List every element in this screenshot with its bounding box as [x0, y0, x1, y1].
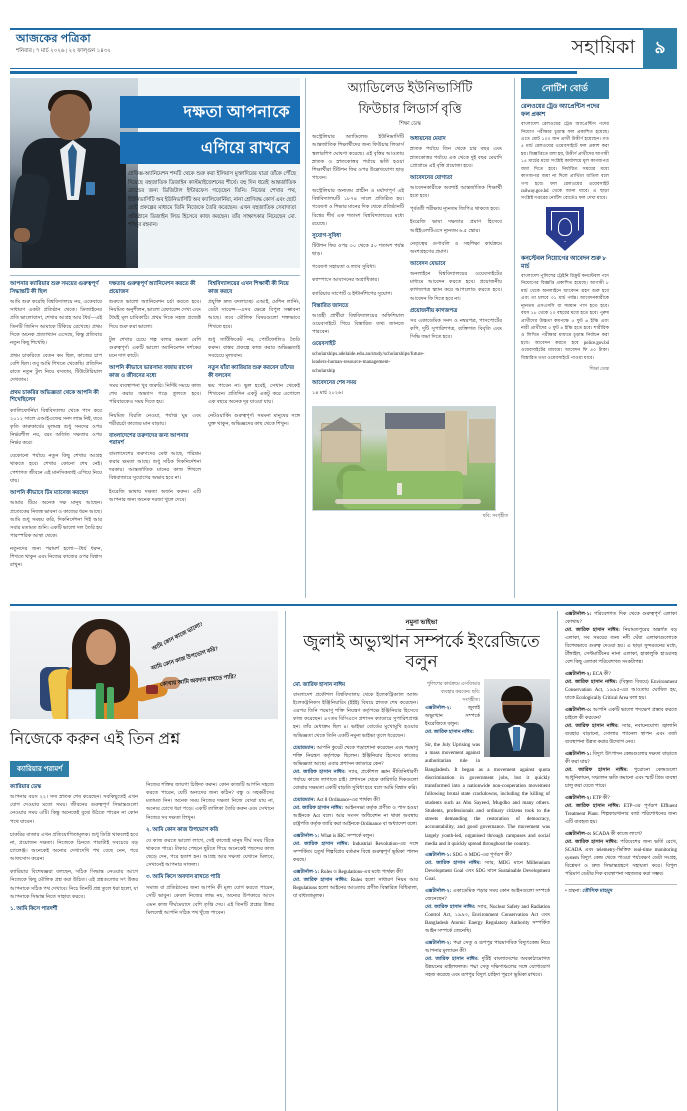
qa-question: Act 8 Ordinance-এর পার্থক্য কী? — [316, 797, 381, 803]
body-paragraph: যেকোনো পর্যায়ে নতুন কিছু শেখার আগ্রহ থাকতে হবে। শেখার কোনো শেষ নেই। পেশাগত জীবনে এই মানসিকতাই এগিয়ে নিয়ে যায়। — [10, 453, 102, 484]
photo-credit: ছবি: সংগৃহীত — [482, 514, 508, 520]
qa-answer: ETP-এর পূর্ণরূপ Effluent Treatment Plant. শিল্পকারখানার বর্জ্য পরিশোধনের জন্য এটি ব্যবহৃত হয়। — [565, 804, 678, 825]
notice-board — [515, 78, 609, 598]
qa-question-label: এক্সটার্নাল-১: — [425, 853, 452, 859]
subhead: নতুন যাঁরা ক্যারিয়ার শুরু করবেন তাঁদের কী বলবেন — [208, 365, 295, 379]
qa-answer-label: মো. জারিফ হাসান নাঈম: — [565, 804, 621, 809]
body-paragraph: ভয় পাবেন না। ভুল হবেই, সেখান থেকেই শিখবেন। প্রতিদিন একটু একটু করে এগোলে এক বছরে অনেক দূর যাওয়া যায়। — [208, 383, 300, 406]
body-paragraph: নিজের শক্তির জায়গা চিহ্নিত করুন। কোন কাজটি আপনি সহজে করতে পারেন, যেটি অন্যদের জন্য কঠিন? বন্ধু ও সহকর্মীদের মতামত নিন। অনেক সময় নিজের দক্ষতা নিজে বোঝা যায় না, অন্যের চোখে ধরা পড়ে। একটি তালিকা তৈরি করুন এবং সেখানে নিজের সব দক্ষতা লিখুন। — [146, 782, 274, 821]
qa-question: What is IRC সম্পর্কে বলুন। — [320, 833, 375, 839]
qa-question: পদ্মা সেতু ও রূপপুর পারমাণবিক বিদ্যুৎকেন্দ্র নিয়ে আপনার মূল্যায়ন কী? — [425, 941, 550, 955]
qa-answer-label: মো. জারিফ হাসান নাঈম: — [293, 805, 344, 811]
police-emblem-icon — [546, 207, 584, 251]
qa-question-label: এক্সটার্নাল-২: — [565, 672, 592, 677]
candidate-portrait — [484, 679, 550, 757]
website-url[interactable]: scholarships.adelaide.edu.au/study/scholarships/future-leaders-human-resource-management-scholarship — [312, 351, 425, 374]
candidate-photo-caption: পুলিশের কার্যক্রমে এসবিআর ব্যবহার করবেন। ছবি: সংগৃহীত। — [426, 681, 480, 703]
qa-answer: (বিস্তৃত বিষয়ে) Environment Conservation Act, ১৯৯৫-এর আওতায় ঘোষিত হয়, যাকে Ecologically Critical Area বলা হয়। — [565, 680, 678, 701]
subhead: বাংলাদেশের তরুণদের জন্য আপনার পরামর্শ — [109, 432, 189, 447]
qa-answer: স্যার, নবায়নযোগ্য জ্বালানি ব্যবহার বাড়ানো, সোলার প্যানেল স্থাপন এবং বর্জ্য ব্যবস্থাপনা উন্নত করার উদ্যোগ নেব। — [565, 724, 678, 745]
qa-item — [293, 745, 418, 793]
scholarship-col-b — [410, 133, 502, 402]
body-column-1 — [10, 281, 102, 575]
notice-body-2: বাংলাদেশ পুলিশের ট্রেইনি রিক্রুট কনস্টেবল পদে নিয়োগের বিজ্ঞপ্তি প্রকাশিত হয়েছে। আগামী ৮ মার্চ থেকে অনলাইনে আবেদন গ্রহণ শুরু হবে এবং তা চলবে ৩১ মার্চ পর্যন্ত। আবেদনকারীকে ন্যূনতম এসএসসি বা সমমান পাস হতে হবে। বয়স ১৮ থেকে ২০ বছরের মধ্যে হতে হবে। পুরুষ প্রার্থীদের উচ্চতা কমপক্ষে ৫ ফুট ৬ ইঞ্চি এবং নারী প্রার্থীদের ৫ ফুট ৪ ইঞ্চি হতে হবে। শারীরিক ও লিখিত পরীক্ষার মাধ্যমে চূড়ান্ত নির্বাচন করা হবে। আবেদন করতে হবে police.gov.bd ওয়েবসাইটের মাধ্যমে। আবেদন ফি ৪০ টাকা। বিস্তারিত তথ্য ওয়েবসাইটে পাওয়া যাবে। — [521, 274, 609, 361]
qa-question: বিদ্যুৎ উৎপাদন কেন্দ্রগুলোর দক্ষতা বাড়াতে কী করা যায়? — [565, 752, 677, 765]
qa-answer: Industrial Revolution-এর সঙ্গে সম্পর্কিত। চতুর্থ শিল্পবিপ্লব বর্তমান বিশ্বে গুরুত্বপূর্ণ ভূমিকা পালন করছে। — [293, 841, 419, 863]
body-paragraph: নিয়মিত বিরতি নেওয়া, পর্যাপ্ত ঘুম এবং শরীরচর্চা কাজের মান বাড়ায়। — [109, 412, 201, 427]
body-paragraph: ক্যারিয়ার বিশেষজ্ঞরা বলছেন, সঠিক সিদ্ধান্ত নেওয়ার আগে নিজেকে কিছু মৌলিক প্রশ্ন করা উচিত। এই প্রশ্নগুলোর সৎ উত্তর আপনাকে সঠিক পথ দেখাবে। নিচে তিনটি প্রশ্ন তুলে ধরা হলো, যা আপনাকে সিদ্ধান্ত নিতে সাহায্য করবে। — [10, 869, 138, 900]
qa-answer: স্যার, Nuclear Safety and Radiation Control Act, ১৯৯৩, Environment Conservation Act এবং Bangladesh Atomic Energy Regulatory Authority সম্পর্কিত আইন সম্পর্কে জেনেছি। — [425, 905, 551, 935]
newspaper-page — [0, 28, 687, 1108]
masthead-spacer — [231, 30, 572, 68]
scholarship-byline: শিক্ষা ডেস্ক — [399, 121, 421, 128]
byline-name: তৌসিফ মাহমুদ — [582, 888, 613, 894]
career-col-a — [10, 781, 138, 922]
qa-question-label: এক্সটার্নাল-২: — [425, 941, 452, 947]
lead-headline-line1: দক্ষতা আপনাকে — [120, 96, 300, 128]
body-column-3 — [208, 281, 300, 575]
body-paragraph: অস্ট্রেলিয়ার অ্যাডিলেড ইউনিভার্সিটি আন্তর্জাতিক শিক্ষার্থীদের জন্য ফিউচার লিডার্স স্কলারশিপ ঘোষণা করেছে। এই বৃত্তির আওতায় স্নাতক ও স্নাতকোত্তর পর্যায়ে ভর্তি হওয়া শিক্ষার্থীরা টিউশন ফির ওপর উল্লেখযোগ্য ছাড় পাবেন। — [312, 134, 404, 181]
subhead: প্রয়োজনীয় কাগজপত্র — [410, 307, 458, 314]
subhead: দক্ষতায় গুরুত্বপূর্ণ অ্যানিমেশন করতে কী প্রয়োজন — [109, 281, 196, 295]
subhead: আবেদনের যোগ্যতা — [410, 174, 453, 181]
scholarship-title-line1: অ্যাডিলেড ইউনিভার্সিটি — [347, 80, 473, 95]
body-paragraph: পূর্ববর্তী পরীক্ষায় ন্যূনতম জিপিএ থাকতে হবে। — [410, 206, 500, 213]
qa-item — [425, 940, 550, 980]
body-paragraph: সমাজ বা প্রতিষ্ঠানের জন্য আপনি কী মূল্য যোগ করতে পারেন, সেটি ভাবুন। কেবল নিজের লাভ নয়, অন্যের উপকারে আসে এমন কাজ দীর্ঘমেয়াদে বেশি তৃপ্তি দেয়। এই তিনটি প্রশ্নের উত্তর মিললেই আপনি সঠিক পথ খুঁজে পাবেন। — [146, 885, 274, 916]
qa-item — [565, 671, 677, 703]
qa-question: ETP কী? — [592, 796, 610, 801]
top-zone — [10, 78, 677, 598]
body-paragraph: অনলাইনে বিশ্ববিদ্যালয়ের ওয়েবসাইটের মাধ্যমে আবেদন করতে হবে। প্রয়োজনীয় কাগজপত্র স্ক্যান করে আপলোড করতে হবে। আবেদন ফি দিতে হবে না। — [410, 271, 502, 302]
qa-answer: পরিবেশের জন্য ভর্তি রেখে, SCADA এবং telemetry-ভিত্তিক real-time monitoring system বিদ্যুৎ কেন্দ্র থেকে পাওয়া পর্যবেক্ষণ ডেটা সংগ্রহ, বিশ্লেষণ ও দ্রুত সিদ্ধান্তগ্রহণে সহায়তা করে। বিপুল পরিমাণ ডেটার দিক ব্যবস্থাপনা সহজতর করা সম্ভব। — [565, 840, 678, 877]
masthead-left — [10, 30, 231, 68]
page-number-badge: ৯ — [643, 28, 677, 69]
body-paragraph: নেটওয়ার্কিং গুরুত্বপূর্ণ। সমমনা মানুষের সঙ্গে যুক্ত থাকুন, অভিজ্ঞদের কাছ থেকে শিখুন। — [208, 412, 300, 427]
qa-question-label: এক্সটার্নাল-৩: — [565, 832, 592, 837]
qa-answer-label: মো. জারিফ হাসান নাঈম: — [565, 628, 620, 633]
qa-question-label: এক্সটার্নাল-১: — [565, 752, 592, 757]
qa-question-label: এক্সটার্নাল-২: — [425, 705, 452, 711]
qa-answer-label: মো. জারিফ হাসান নাঈম: — [425, 729, 474, 735]
qa-question: একাডেমিক পড়ার সময় কোন আইনগুলো সম্পর্কে জেনেছেন? — [425, 889, 551, 903]
subhead: বিস্তারিত জানতে — [312, 302, 349, 309]
qa-question-label: এক্সটার্নাল-১: — [293, 869, 320, 875]
qa-question: জুলাই অভ্যুত্থান সম্পর্কে ইংরেজিতে বলুন। — [425, 705, 480, 727]
subhead: আপনি কীভাবে টিম ম্যানেজ করছেন — [10, 489, 89, 496]
qa-question: SCADA কী কাজে লাগে? — [592, 832, 643, 837]
qa-answer-label: মো. জারিফ হাসান নাঈম: — [293, 877, 348, 883]
career-col-b — [146, 781, 274, 922]
qa-item — [293, 869, 418, 901]
lead-article-lede: গ্রাফিক্স-অ্যানিমেশন শব্দটি থেকে শুরু করা ইলিয়াস মুক্তাদিরের যাত্রা তাঁকে পৌঁছে দিয়েছে বহুজাতিক ডিজাইন কাস্টমাইজেশনের শীর্ষে। বহু দিন ধরেই আন্তর্জাতিক ব্র্যান্ডের জন্য ডিজিটাল ইন্টারফেস গড়েছেন তিনি। নিজের শেখার পথ, ইউনিভার্সিটি অব ইউনিভার্সিটি অব ক্যালিফোর্নিয়া, নানা শ্রেণিবদ্ধ কোর্স এবং ছোট ছোট প্রকল্পের মাধ্যমে তিনি নিজেকে তৈরি করেছেন। এখন বহুজাতিক সেবাদাতা প্রতিষ্ঠানে ডিজাইন লিড হিসেবে কাজ করছেন। তাঁর সাক্ষাৎকার নিয়েছেন মো. শহিদুর রহমান। — [128, 171, 296, 229]
qa-answer-label: মো. জারিফ হাসান নাঈম: — [565, 680, 618, 685]
qa-question-label: এক্সটার্নাল-২: — [425, 889, 452, 895]
qa-answer-label: মো. জারিফ হাসান নাঈম: — [293, 841, 349, 847]
qa-answer: পুরোনো কেন্দ্রগুলো আধুনিকায়ন, সঞ্চালন ক্ষতি কমানো এবং স্মার্ট গ্রিড ব্যবস্থা চালু করা যেতে পারে। — [565, 768, 677, 789]
publication-title: আজকের পত্রিকা — [16, 33, 91, 45]
notice-headline-2: কনস্টেবল নিয়োগের আবেদন শুরু ৮ মার্চ — [521, 255, 607, 270]
qa-question-label: এক্সটার্নাল-২: — [565, 796, 592, 801]
body-paragraph: নতুনদের জন্য পরামর্শ হলো—ধৈর্য ধরুন, শিখতে থাকুন এবং নিজের কাজের ওপর বিশ্বাস রাখুন। — [10, 546, 103, 569]
qa-answer-label: মো. জারিফ হাসান নাঈম: — [565, 840, 618, 845]
body-paragraph: ক্যালিফোর্নিয়া বিশ্ববিদ্যালয় থেকে পাস করে ২০১২ সালে এআইএফের সনদ লাভ নিই, তবে কৃতি কারুকার্যের মূলমন্ত্র শুধু সনদের ওপর নির্ভরশীল নয়, বরং অর্জিত দক্ষতার ওপর নির্ভর করে। — [10, 407, 102, 447]
body-paragraph: টুল শেখার চেয়ে গল্প বলার ক্ষমতা বেশি গুরুত্বপূর্ণ। একটি ভালো অ্যানিমেশন দর্শকের মনে দাগ কাটে। — [109, 336, 201, 359]
qa-question: আপনি একটি ভালো পদক্ষেপ প্রস্তাব করতে চাইলে কী করবেন? — [565, 708, 677, 721]
byline-label: গ্রন্থনা: — [568, 888, 582, 894]
subhead: ওয়েবসাইট — [312, 341, 336, 348]
qa-answer: Rules হলো সাধারণ নিয়ম আর Regulations হলো আইনের আওতায় প্রণীত বিস্তারিত বিধিমালা, যা বাধ্যতামূলক। — [293, 877, 419, 899]
notice-source: শিক্ষা ডেস্ক — [589, 367, 609, 373]
viva-continued-column — [558, 611, 677, 1111]
qa-question-label: চেয়ারম্যান: — [293, 745, 316, 751]
body-paragraph: নেতৃত্বের গুণাবলি ও সহশিক্ষা কার্যক্রমে অংশগ্রহণের প্রমাণ। — [410, 240, 502, 255]
body-paragraph: শুধু সার্টিফিকেট নয়, পোর্টফোলিও তৈরি করুন। বাস্তব প্রকল্পে কাজ করার অভিজ্ঞতাই সবচেয়ে মূল্যবান। — [208, 336, 300, 359]
body-paragraph: আমার টিমে অনেক দক্ষ মানুষ আছেন। প্রত্যেকের নিজস্ব ভাবনা ও কাজের ধরন আছে। আমি শুধু সমন্বয় করি, দিকনির্দেশনা দিই আর সবার মতামত শুনি। একটি ভালো দল তৈরি হয় পারস্পরিক আস্থা থেকে। — [10, 500, 102, 539]
illustration-question-2: আমি কোন কাজ উপভোগ করি? — [150, 645, 219, 673]
qa-item — [425, 888, 550, 936]
candidate-name: মো. জারিফ হাসান নাঈম — [293, 681, 346, 688]
scholarship-col-a — [312, 133, 425, 402]
subhead: আবেদনের শেষ সময় — [312, 379, 357, 386]
body-paragraph: যে কাজ করতে ভালো লাগে, সেই কাজেই মানুষ দীর্ঘ সময় টিকে থাকতে পারে। টাকার পেছনে ছুটতে গিয়ে অনেকেই পছন্দের কাজ ছেড়ে দেন, পরে হতাশ হন। আগ্রহ আর দক্ষতা যেখানে মিলবে, সেখানেই আপনার সাফল্য। — [146, 837, 274, 869]
viva-article — [286, 611, 558, 1111]
career-advice-illustration — [10, 611, 278, 719]
masthead-rule — [10, 71, 577, 74]
body-paragraph: স্নাতক পর্যায়ে তিন থেকে চার বছর এবং স্নাতকোত্তর পর্যায়ে এক থেকে দুই বছর মেয়াদি প্রোগ্রামে এই বৃত্তি প্রযোজ্য হবে। — [410, 146, 502, 169]
question-heading: ৩. আমি কিসে অবদান রাখতে পারি — [146, 874, 221, 881]
body-paragraph: সময় ব্যবস্থাপনা খুব জরুরি। নির্দিষ্ট সময়ে কাজ শেষ করার অভ্যাস গড়ে তুলতে হবে। পরিবারকেও সময় দিতে হয়। — [109, 383, 201, 406]
question-heading: ১. আমি কিসে পারদর্শী — [10, 905, 58, 912]
subhead: বিশ্ববিদ্যালয়ের এখন শিক্ষার্থী কী নিয়ে কাজ করবে — [208, 281, 289, 295]
body-paragraph: আবেদনকারীকে অবশ্যই আন্তর্জাতিক শিক্ষার্থী হতে হবে। — [410, 184, 502, 200]
body-paragraph: আগ্রহী প্রার্থীরা বিশ্ববিদ্যালয়ের অফিশিয়াল ওয়েবসাইটে গিয়ে বিস্তারিত তথ্য জানতে পারবেন। — [312, 312, 404, 336]
career-source-label: ক্যারিয়ার ডেস্ক — [10, 784, 42, 790]
lead-headline-line2: এগিয়ে রাখবে — [120, 132, 300, 164]
body-paragraph: ক্যারিয়ার সাপোর্ট ও ইন্টার্নশিপের সুযোগ। — [312, 290, 393, 297]
career-advice-columns — [10, 781, 278, 922]
body-column-2 — [109, 281, 201, 575]
qa-answer-english: Sir, the July Uprising was a mass movement against authoritarian rule in Bangladesh. It began as a movement against quota discrimination in government jobs, but it quickly transformed into a nationwide non-cooperation movement following brutal state crackdowns, including the killing of students such as Abu Sayeed, Mugdho and many others. Students, professionals and ordinary citizens took to the streets demanding the restoration of democracy, accountability, and good governance. The movement was largely youth-led, organised through campuses and social media and it quickly spread throughout the country. — [425, 741, 550, 847]
body-paragraph: ইংরেজি ভাষায় দক্ষতা অর্জন করুন। এটি আপনার জন্য অনেক দরজা খুলে দেবে। — [109, 488, 201, 503]
body-paragraph: চাকরির বাজার এখন প্রতিযোগিতামূলক। শুধু ডিগ্রি থাকলেই হবে না, প্রয়োজন দক্ষতা। নিজেকে চিনতে পারাটাই সবচেয়ে বড় চ্যালেঞ্জ। অনেকেই অন্যের দেখাদেখি পথ বেছে নেন, পরে আফসোস করেন। — [10, 831, 138, 863]
viva-col-b — [425, 679, 550, 984]
subhead: প্রথম চাকরির অভিজ্ঞতা থেকে আপনি কী শিখেছিলেন — [10, 389, 99, 404]
viva-title: জুলাই অভ্যুত্থান সম্পর্কে ইংরেজিতে বলুন — [303, 632, 540, 672]
viva-columns — [293, 679, 550, 984]
viva-col-a — [293, 679, 418, 984]
qa-question: Rules ও Regulations-এর মধ্যে পার্থক্য কী? — [320, 869, 404, 875]
article-byline: • গ্রন্থনা: তৌসিফ মাহমুদ — [565, 884, 677, 896]
qa-question: ECA কী? — [592, 672, 611, 677]
body-paragraph: প্রযুক্তি দ্রুত বদলাচ্ছে। এআই, মেশিন লার্নিং, ডেটা সায়েন্স—এসব ক্ষেত্রে বিপুল সম্ভাবনা আছে। তবে মৌলিক বিষয়গুলো শক্তভাবে শিখতে হবে। — [208, 299, 300, 330]
body-paragraph: অস্ট্রেলিয়ার অন্যতম প্রাচীন ও মর্যাদাপূর্ণ এই বিশ্ববিদ্যালয়টি ১৮৭৪ সালে প্রতিষ্ঠিত হয়। গবেষণা ও শিক্ষার মানের দিক থেকে প্রতিষ্ঠানটি বিশ্বের শীর্ষ এক শতাংশ বিশ্ববিদ্যালয়ের মধ্যে রয়েছে। — [312, 188, 404, 227]
interviewee-photo — [10, 78, 138, 268]
bottom-zone — [10, 611, 677, 1111]
qa-item — [565, 611, 677, 667]
subhead: আপনি কীভাবে ভারসাম্য বজায় রাখেন কাজ ও জীবনের মধ্যে — [109, 365, 193, 379]
body-paragraph: সব একাডেমিক সনদ ও নম্বরপত্র, পাসপোর্টের কপি, দুটি সুপারিশপত্র, ব্যক্তিগত বিবৃতি এবং সিভি জমা দিতে হবে। — [410, 317, 502, 341]
notice-board-header: নোটিশ বোর্ড — [521, 78, 609, 99]
body-paragraph: আমি শুরু করেছি বিশ্ববিদ্যালয়ে নয়, একেবারে সাধারণ একটা প্রতিষ্ঠান থেকে। ডিজাইনের প্রতি ভালোবাসা, শেখার আগ্রহ আর ধৈর্য—এই তিনটি জিনিস আমাকে টিকিয়ে রেখেছে। প্রথম দিকে অনেক প্রত্যাখ্যান এসেছে, কিন্তু প্রতিবার নতুন কিছু শিখেছি। — [10, 299, 102, 346]
qa-question-label: এক্সটার্নাল-১: — [565, 612, 592, 617]
body-paragraph: প্রথম চাকরিতে বেতন কম ছিল, কাজের চাপ বেশি ছিল। তবু আমি শিখতে থেকেছি। প্রতিদিন রাতে নতুন টুল নিয়ে বসতাম, টিউটোরিয়াল দেখতাম। — [10, 352, 102, 384]
qa-question: আপনি কুয়েট থেকে পড়াশোনা করেছেন এবং পরমাণু শক্তি নিয়ন্ত্রণ কর্তৃপক্ষে ছিলেন। ইঞ্জিনিয়ার হিসেবে কাজের অভিজ্ঞতা আছে। এবার প্রশাসন ক্যাডারে কেন? — [293, 745, 418, 767]
qa-answer-label: মো. জারিফ হাসান নাঈম: — [565, 724, 619, 729]
subhead: আবেদন যেভাবে — [410, 260, 446, 267]
qa-question: SDG ও MDG-এর পূর্ণরূপ কী? — [452, 853, 512, 859]
scholarship-columns — [312, 133, 508, 402]
body-paragraph: ক্যাম্পাসে আবাসনের অগ্রাধিকার। — [312, 277, 380, 284]
qa-item — [293, 797, 418, 829]
qa-item — [293, 833, 418, 865]
section-title: সহায়িকা — [571, 37, 635, 58]
qa-answer: স্যার, MDG মানে Millennium Development Goal এবং SDG মানে Sustainable Development Goal. — [425, 861, 551, 883]
body-paragraph: টিউশন ফির ওপর ৩০ থেকে ৫০ শতাংশ পর্যন্ত ছাড়। — [312, 242, 404, 258]
career-advice-tag: ক্যারিয়ার পরামর্শ — [10, 761, 69, 777]
qa-question-label: চেয়ারম্যান: — [293, 797, 316, 803]
qa-answer: দুটিই বাংলাদেশের অবকাঠামোগত উন্নয়নের মাইলফলক। পদ্মা সেতু দক্ষিণাঞ্চলের সঙ্গে যোগাযোগ সহজ করেছে এবং রূপপুর বিদ্যুৎ চাহিদা পূরণে ভূমিকা রাখবে। — [425, 957, 550, 979]
scholarship-article — [305, 78, 515, 598]
subhead: সুযোগ-সুবিধা — [312, 232, 341, 239]
body-paragraph: আপনার বয়স ২২। সদ্য স্নাতক শেষ করেছেন। সবকিছুতেই এখন যোগ দেওয়ার মতো সময়। জীবনের গুরুত্বপূর্ণ সিদ্ধান্তগুলো নেওয়ার সময় এটি। কিন্তু অনেকেই বুঝে উঠতে পারেন না কোন পথে যাবেন। — [10, 794, 138, 825]
candidate-bio: বাংলাদেশ প্রকৌশল বিশ্ববিদ্যালয় থেকে ইলেকট্রিক্যাল অ্যান্ড ইলেকট্রনিকস ইঞ্জিনিয়ারিং (ইইই) বিষয়ে স্নাতক শেষ করেছেন। এরপর তিনি পরমাণু শক্তি নিয়ন্ত্রণ কর্তৃপক্ষে ইঞ্জিনিয়ার হিসেবে কাজ করেছেন। ৪৭তম বিসিএসে প্রশাসন ক্যাডারে সুপারিশপ্রাপ্ত হন। তাঁর মেধাক্রম ছিল ৪। ভাইভা বোর্ডের মুখোমুখি হওয়ার অভিজ্ঞতা থেকে তিনি একটি নমুনা ভাইভা তুলে ধরেছেন। — [293, 691, 418, 739]
lead-article-hero — [10, 78, 300, 268]
qa-item — [565, 795, 677, 827]
qa-answer-label: মো. জারিফ হাসান নাঈম: — [425, 905, 476, 911]
campus-photo — [312, 406, 496, 511]
scholarship-title-line2: ফিউচার লিডার্স বৃত্তি — [358, 100, 462, 116]
qa-question-label: এক্সটার্নাল-৩: — [565, 708, 592, 713]
viva-kicker: নমুনা ভাইভা — [406, 617, 438, 630]
qa-answer: স্যার, প্রকৌশল জ্ঞান নীতিনির্ধারণী পর্যায়ে কাজে লাগাতে চাই। প্রশাসনে থেকে কারিগরি দিকগুলো বোঝার সক্ষমতা একটি বাড়তি সুবিধা হবে বলে আমি বিশ্বাস করি। — [293, 769, 419, 791]
qa-answer: আইনসভা কর্তৃক প্রণীত ও পাস হওয়া আইনকে Act বলে। আর সংসদ অধিবেশন না থাকা অবস্থায় রাষ্ট্রপতি কর্তৃক জারি করা আইনকে Ordinance বা অধ্যাদেশ বলে। — [293, 805, 419, 827]
lead-article-body-row-1 — [10, 275, 300, 575]
body-paragraph: গবেষণা সহায়তা ও ল্যাব সুবিধা। — [312, 264, 376, 271]
qa-answer-label: মো. জারিফ হাসান নাঈম: — [425, 957, 479, 963]
career-advice-title: নিজেকে করুন এই তিন প্রশ্ন — [10, 731, 181, 748]
qa-item — [565, 707, 677, 747]
illustration-question-3: কোথায় আমি অবদান রাখতে পারি? — [159, 674, 237, 688]
qa-answer: নিয়ামতপুরের অন্তর্গত বড় এলাকা, সব সময়ের জন্য নদী ঘেঁষা এলাকাগুলোকে বিশেষভাবে গুরুত্ব দেওয়া হয়। এ ছাড়া সুন্দরবনের মধ্যে, টাঁঙ্গাইল, সেন্টমার্টিনের নানা এলাকা, হাকালুকি হাওরসহ বেশ কিছু এলাকা পরিবেশগত সংকটাপন্ন। — [565, 628, 677, 665]
qa-item — [425, 852, 550, 884]
notice-body-1: বাংলাদেশ রেলওয়ের ট্রেড অ্যাপ্রেন্টিস পদের নিয়োগ পরীক্ষার চূড়ান্ত ফল প্রকাশিত হয়েছে। এতে মোট ১০০ জন প্রার্থী উত্তীর্ণ হয়েছেন। গত ৫ মার্চ রেলওয়ের ওয়েবসাইটে ফল প্রকাশ করা হয়। বিজ্ঞপ্তিতে বলা হয়, উত্তীর্ণ প্রার্থীদের আগামী ১৫ মার্চের মধ্যে সংশ্লিষ্ট কার্যালয়ে মূল কাগজপত্র জমা দিতে হবে। নির্ধারিত সময়ের মধ্যে কাগজপত্র জমা না দিলে প্রার্থিতা বাতিল বলে গণ্য হবে। ফল রেলওয়ের ওয়েবসাইট railway.gov.bd থেকে জানা যাবে। এ ছাড়া সংশ্লিষ্ট দপ্তরের নোটিশ বোর্ডেও ফল দেখা যাবে। — [521, 122, 610, 202]
qa-item — [565, 751, 677, 791]
body-paragraph: ইংরেজি ভাষা দক্ষতার প্রমাণ হিসেবে আইইএলটিএসে ন্যূনতম ৬.৫ স্কোর। — [410, 219, 502, 234]
publication-dateline: শনিবার | ৭ মার্চ ২০২৬ | ২২ ফাল্গুন ১৪৩২ — [16, 48, 112, 55]
notice-headline-1: রেলওয়ের ট্রেড অ্যাপ্রেন্টিস পদের ফল প্রকাশ — [521, 104, 600, 119]
subhead: আপনার ক্যারিয়ার শুরু সময়ের গুরুত্বপূর্ণ সিদ্ধান্তটি কী ছিল — [10, 281, 99, 295]
illustration-question-1: আমি কোন কাজে ভালো? — [151, 621, 205, 653]
masthead — [10, 28, 677, 69]
body-paragraph: শুরুতে ভালো অ্যানিমেশন চর্চা করতে হবে। নিয়মিত অনুশীলন, ভালো রেফারেন্স দেখা এবং ধৈর্যই মূল চাবিকাঠি। প্রথম দিকে সহজ প্রজেক্ট দিয়ে শুরু করা ভালো। — [109, 299, 201, 330]
body-paragraph: ১৪ মার্চ ২০২৬। — [312, 389, 344, 396]
qa-question-label: এক্সটার্নাল-১: — [293, 833, 320, 839]
viva-kicker-wrap — [293, 611, 550, 630]
qa-item — [565, 831, 677, 879]
qa-question: পরিবেশগত দিক থেকে গুরুত্বপূর্ণ এলাকা কোথায়? — [565, 612, 678, 625]
qa-answer-label: মো. জারিফ হাসান নাঈম: — [293, 769, 346, 775]
subhead: অধ্যয়নের মেয়াদ — [410, 136, 446, 143]
career-advice-article — [10, 611, 286, 1111]
body-paragraph: বাংলাদেশের তরুণদের মেধা আছে, পরিশ্রম করার ক্ষমতা আছে। শুধু সঠিক দিকনির্দেশনা দরকার। আন্তর্জাতিক মানের কাজ শিখলে বিশ্ববাজারে সুযোগের অভাব হবে না। — [109, 450, 201, 482]
qa-answer-label: মো. জারিফ হাসান নাঈম: — [425, 861, 481, 867]
lead-article-column — [10, 78, 300, 598]
section-divider — [10, 604, 677, 606]
question-heading: ২. আমি কোন কাজ উপভোগ করি — [146, 826, 219, 833]
qa-answer-label: মো. জারিফ হাসান নাঈম: — [565, 768, 628, 773]
